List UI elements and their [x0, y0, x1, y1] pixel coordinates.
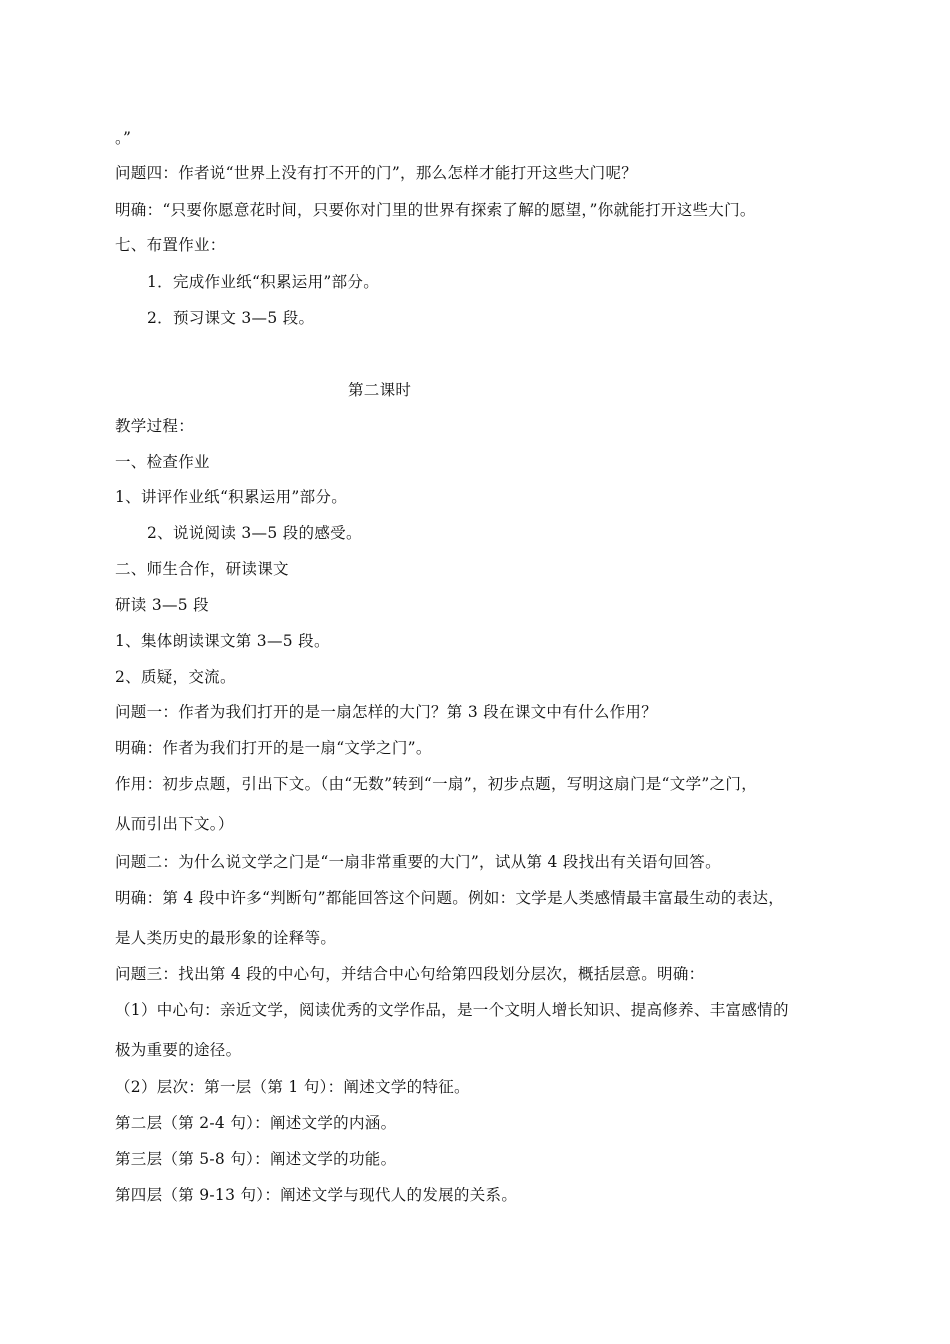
text-line: 明确：第 4 段中许多“判断句”都能回答这个问题。例如：文学是人类感情最丰富最生动的表达，: [115, 889, 785, 907]
section-heading: 七、布置作业：: [115, 236, 226, 254]
text-line: 。”: [115, 129, 132, 147]
section-heading: 二、师生合作，研读课文: [115, 560, 289, 578]
list-item: 1．完成作业纸“积累运用”部分。: [147, 273, 380, 291]
text-line: 问题一：作者为我们打开的是一扇怎样的大门？第 3 段在课文中有什么作用？: [115, 703, 658, 721]
text-line: （2）层次：第一层（第 1 句）：阐述文学的特征。: [115, 1078, 470, 1096]
text-line: 极为重要的途径。: [115, 1041, 242, 1059]
text-line: 问题四：作者说“世界上没有打不开的门”，那么怎样才能打开这些大门呢？: [115, 164, 638, 182]
text-line: 研读 3—5 段: [115, 596, 209, 614]
text-line: 第三层（第 5-8 句）：阐述文学的功能。: [115, 1150, 397, 1168]
text-line: 是人类历史的最形象的诠释等。: [115, 929, 337, 947]
text-line: 2、质疑，交流。: [115, 668, 236, 686]
text-line: 从而引出下文。）: [115, 815, 234, 833]
text-line: 明确：作者为我们打开的是一扇“文学之门”。: [115, 739, 432, 757]
section-heading: 一、检查作业: [115, 453, 210, 471]
text-line: 明确：“只要你愿意花时间，只要你对门里的世界有探索了解的愿望，”你就能打开这些大门。: [115, 201, 756, 219]
text-line: 第二层（第 2-4 句）：阐述文学的内涵。: [115, 1114, 397, 1132]
list-item: 2、说说阅读 3—5 段的感受。: [147, 524, 362, 542]
text-line: 问题二：为什么说文学之门是“一扇非常重要的大门”，试从第 4 段找出有关语句回答。: [115, 853, 721, 871]
text-line: （1）中心句：亲近文学，阅读优秀的文学作品，是一个文明人增长知识、提高修养、丰富感情的: [115, 1001, 789, 1019]
text-line: 教学过程：: [115, 417, 195, 435]
list-item: 2．预习课文 3—5 段。: [147, 309, 315, 327]
lesson-title: 第二课时: [348, 381, 412, 399]
text-line: 1、讲评作业纸“积累运用”部分。: [115, 488, 348, 506]
text-line: 作用：初步点题，引出下文。（由“无数”转到“一扇”，初步点题，写明这扇门是“文学”之门，: [115, 775, 757, 793]
text-line: 第四层（第 9-13 句）：阐述文学与现代人的发展的关系。: [115, 1186, 518, 1204]
text-line: 问题三：找出第 4 段的中心句，并结合中心句给第四段划分层次，概括层意。明确：: [115, 965, 705, 983]
text-line: 1、集体朗读课文第 3—5 段。: [115, 632, 330, 650]
